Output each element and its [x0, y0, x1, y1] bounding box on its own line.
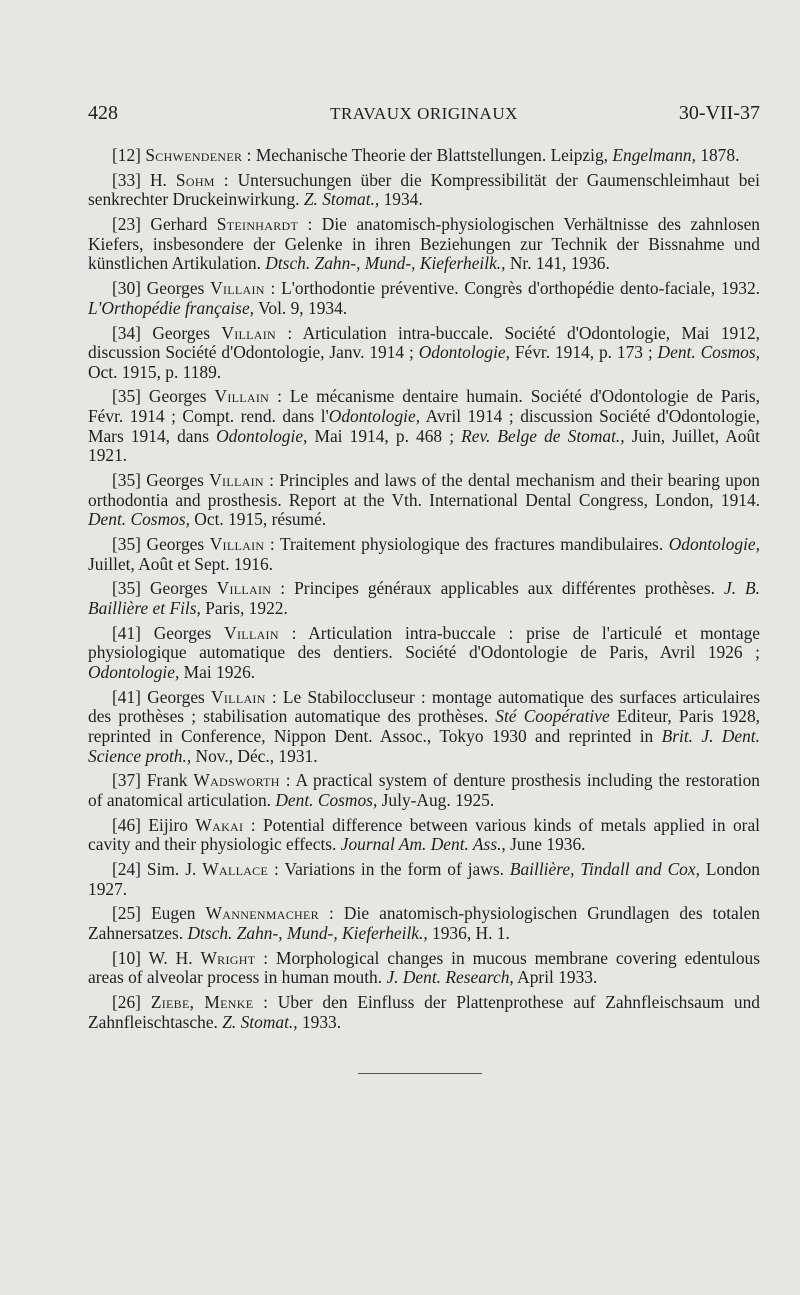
- running-header: [88, 102, 760, 126]
- reference-entry: [88, 535, 760, 574]
- reference-number: [26]: [112, 992, 151, 1013]
- citation-text: Mai 1926.: [179, 661, 256, 682]
- reference-number: [12]: [112, 145, 146, 165]
- author-given-name: Frank: [146, 770, 194, 791]
- citation-text: Oct. 1915, p. 1189.: [88, 361, 222, 382]
- citation-title: Sté Coopérative: [495, 706, 610, 727]
- citation-text: April 1933.: [513, 967, 598, 988]
- reference-number: [23]: [112, 214, 151, 235]
- author-given-name: Georges: [152, 322, 222, 343]
- citation-text: : Potential difference between various kinds of metals applied in oral cavity and their physiologic effects.: [88, 814, 760, 855]
- author-surname: Wright: [200, 947, 256, 968]
- citation-title: L'Orthopédie française,: [88, 297, 255, 318]
- citation-title: Dent. Cosmos,: [657, 342, 760, 363]
- author-surname: Villain: [209, 470, 264, 491]
- author-given-name: Georges: [149, 578, 217, 599]
- citation-text: 1934.: [379, 189, 423, 210]
- citation-title: Odontologie,: [668, 534, 760, 554]
- citation-text: : Principes généraux applicables aux différentes prothèses.: [271, 578, 724, 599]
- reference-entry: [88, 279, 760, 318]
- reference-entry: [88, 471, 760, 530]
- citation-text: : Die anatomisch-physiologischen Verhältnisse des zahnlosen Kiefers, insbesondere der Gelenke in ihren Beziehungen zur Technik der Bissnahme und künstlichen Artikulation.: [88, 214, 760, 274]
- citation-text: Nr. 141, 1936.: [505, 253, 610, 274]
- author-surname: Villain: [211, 686, 266, 707]
- citation-text: Oct. 1915, résumé.: [189, 509, 327, 530]
- reference-entry: [88, 624, 760, 683]
- citation-title: Z. Stomat.,: [303, 189, 380, 210]
- author-surname: Villain: [209, 534, 265, 554]
- citation-text: Editeur, Paris 1928, reprinted in Conference, Nippon Dent. Assoc., Tokyo 1930 and reprinted in: [88, 706, 760, 746]
- citation-text: Avril 1914 ; discussion Société d'Odontologie, Mars 1914, dans: [88, 406, 760, 446]
- citation-text: Paris, 1922.: [200, 597, 288, 618]
- reference-entry: [88, 215, 760, 274]
- citation-title: Baillière, Tindall and Cox,: [509, 859, 700, 880]
- citation-title: Dtsch. Zahn-, Mund-, Kieferheilk.,: [265, 253, 506, 274]
- citation-text: : Traitement physiologique des fractures mandibulaires.: [264, 534, 669, 554]
- author-surname: Villain: [214, 386, 270, 407]
- author-given-name: Georges: [146, 278, 211, 299]
- citation-title: Brit. J. Dent. Science proth.,: [88, 725, 760, 766]
- citation-text: : Die anatomisch-physiologischen Grundlagen des totalen Zahnersatzes.: [88, 903, 760, 943]
- citation-text: Vol. 9, 1934.: [254, 297, 348, 318]
- citation-text: : Untersuchungen über die Kompressibilität der Gaumenschleimhaut bei senkrechter Druckeinwirkung.: [88, 169, 760, 210]
- page-number: 428: [88, 102, 118, 124]
- reference-number: [35]: [112, 470, 147, 491]
- reference-number: [35]: [112, 578, 150, 599]
- reference-entry: [88, 904, 760, 943]
- author-surname: Wannenmacher: [205, 903, 319, 924]
- author-surname: Ziebe, Menke: [150, 992, 254, 1013]
- author-surname: Villain: [216, 578, 272, 599]
- citation-title: Odontologie,: [418, 342, 510, 363]
- citation-text: : Le Stabiloccluseur : montage automatique des surfaces articulaires des prothèses ; stabilisation automatique des prothèses.: [88, 686, 760, 727]
- citation-text: : Le mécanisme dentaire humain. Société d'Odontologie de Paris, Févr. 1914 ; Compt. rend. dans l': [88, 386, 761, 427]
- citation-text: : Mechanische Theorie der Blattstellungen. Leipzig,: [242, 145, 613, 165]
- citation-title: Journal Am. Dent. Ass.,: [340, 834, 506, 855]
- reference-number: [30]: [112, 278, 147, 299]
- reference-entry: [88, 688, 760, 766]
- reference-number: [35]: [112, 534, 147, 554]
- reference-entry: [88, 324, 760, 383]
- citation-title: J. Dent. Research,: [386, 967, 514, 988]
- reference-number: [41]: [112, 622, 154, 643]
- reference-number: [37]: [112, 770, 147, 791]
- reference-list: [88, 146, 760, 1038]
- citation-title: Dent. Cosmos,: [88, 509, 190, 530]
- citation-text: : Principles and laws of the dental mechanism and their bearing upon orthodontia and prosthesis. Report at the Vth. International Dental Congress, London, 1914.: [88, 470, 760, 510]
- reference-entry: [88, 146, 760, 166]
- citation-text: Févr. 1914, p. 173 ;: [509, 342, 658, 363]
- citation-title: Dent. Cosmos,: [275, 789, 378, 810]
- citation-text: : Articulation intra-buccale : prise de l'articulé et montage physiologique automatique des dentiers. Société d'Odontologie de Paris, Avril 1926 ;: [88, 622, 760, 663]
- citation-title: Dtsch. Zahn-, Mund-, Kieferheilk.,: [187, 923, 428, 943]
- reference-entry: [88, 579, 760, 618]
- author-surname: Sohm: [175, 169, 215, 190]
- author-given-name: Georges: [146, 534, 210, 554]
- reference-number: [25]: [112, 903, 152, 924]
- author-given-name: Georges: [147, 686, 212, 707]
- reference-entry: [88, 387, 760, 465]
- reference-entry: [88, 171, 760, 210]
- citation-title: Odontologie,: [88, 661, 180, 682]
- citation-title: Rev. Belge de Stomat.,: [461, 425, 625, 446]
- reference-number: [35]: [112, 386, 149, 407]
- citation-title: Z. Stomat.,: [222, 1011, 298, 1032]
- citation-text: London 1927.: [88, 859, 760, 899]
- reference-number: [24]: [112, 859, 147, 880]
- reference-number: [10]: [112, 947, 149, 968]
- author-given-name: Eijiro: [148, 814, 196, 835]
- author-given-name: Georges: [146, 470, 210, 491]
- citation-text: 1933.: [297, 1011, 342, 1032]
- author-surname: Wallace: [202, 859, 269, 880]
- author-surname: Steinhardt: [216, 214, 299, 235]
- citation-title: Odontologie,: [328, 406, 421, 427]
- author-given-name: Eugen: [151, 903, 206, 924]
- author-surname: Wadsworth: [193, 770, 280, 791]
- reference-entry: [88, 860, 760, 899]
- author-given-name: H.: [149, 169, 176, 190]
- author-given-name: Gerhard: [150, 214, 217, 235]
- reference-entry: [88, 771, 760, 810]
- issue-date: 30-VII-37: [678, 102, 760, 124]
- author-surname: Villain: [221, 322, 276, 343]
- citation-title: J. B. Baillière et Fils,: [88, 578, 761, 618]
- author-given-name: W. H.: [148, 947, 201, 968]
- running-title: TRAVAUX ORIGINAUX: [330, 104, 518, 123]
- citation-text: 1878.: [695, 145, 740, 165]
- citation-text: : Articulation intra-buccale. Société d'Odontologie, Mai 1912, discussion Société d'Odontologie, Janv. 1914 ;: [88, 322, 760, 363]
- author-surname: Villain: [224, 622, 279, 643]
- reference-number: [41]: [112, 686, 148, 707]
- author-surname: Schwendener: [145, 145, 243, 165]
- citation-text: Juillet, Août et Sept. 1916.: [88, 553, 274, 574]
- citation-text: : A practical system of denture prosthesis including the restoration of anatomical articulation.: [88, 770, 760, 810]
- author-given-name: Sim. J.: [146, 859, 203, 880]
- citation-text: : Morphological changes in mucous membrane covering edentulous areas of alveolar process in human mouth.: [88, 947, 761, 988]
- citation-title: Odontologie,: [216, 425, 308, 446]
- citation-text: Juin, Juillet, Août 1921.: [88, 425, 760, 466]
- citation-text: July-Aug. 1925.: [377, 789, 495, 810]
- citation-text: : Uber den Einfluss der Plattenprothese auf Zahnfleischsaum und Zahnfleischtasche.: [88, 992, 760, 1032]
- reference-entry: [88, 949, 760, 988]
- citation-text: June 1936.: [505, 834, 586, 855]
- citation-text: : Variations in the form of jaws.: [268, 859, 510, 880]
- author-given-name: Georges: [153, 622, 225, 643]
- reference-number: [34]: [112, 322, 153, 343]
- author-surname: Wakai: [195, 814, 244, 835]
- citation-text: 1936, H. 1.: [427, 923, 510, 943]
- citation-text: Nov., Déc., 1931.: [191, 745, 318, 766]
- citation-text: Mai 1914, p. 468 ;: [307, 425, 462, 446]
- reference-number: [33]: [112, 169, 150, 190]
- end-rule: [358, 1073, 482, 1074]
- reference-entry: [88, 816, 760, 855]
- reference-number: [46]: [112, 814, 149, 835]
- author-surname: Villain: [210, 278, 265, 299]
- citation-title: Engelmann,: [612, 145, 696, 165]
- author-given-name: Georges: [148, 386, 215, 407]
- citation-text: : L'orthodontie préventive. Congrès d'orthopédie dento-faciale, 1932.: [264, 278, 760, 299]
- reference-entry: [88, 993, 760, 1032]
